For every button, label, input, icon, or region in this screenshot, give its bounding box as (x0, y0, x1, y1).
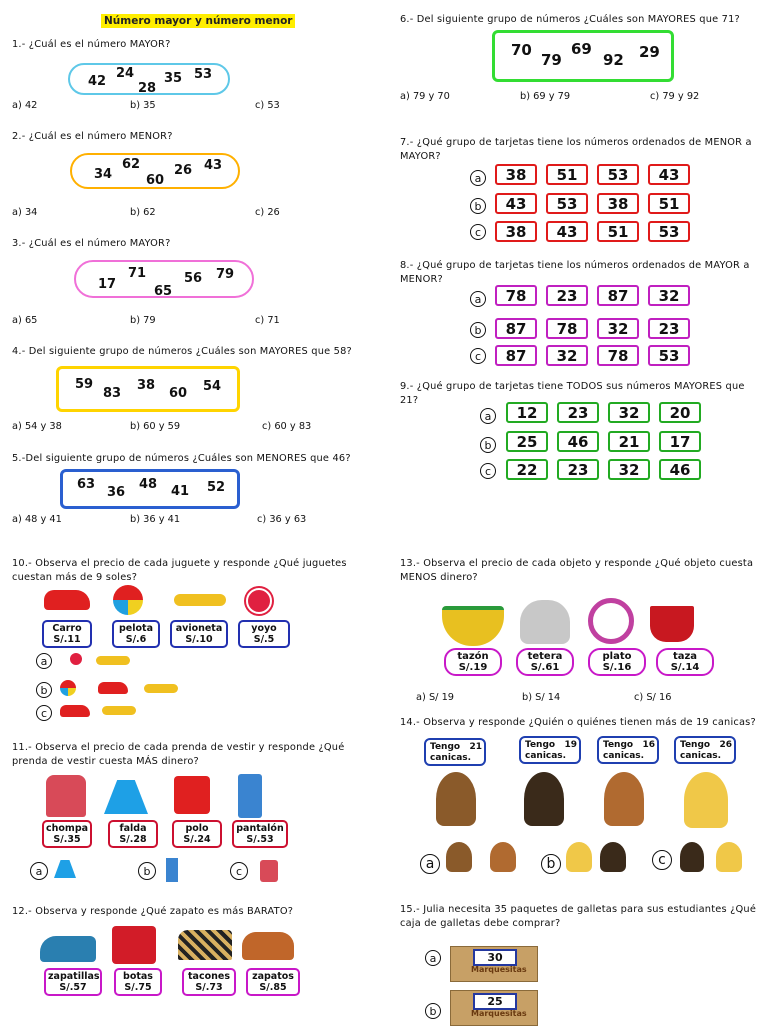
question-13-line1: 13.- Observa el precio de cada objeto y responde ¿Qué objeto cuesta (400, 558, 754, 569)
item-name: polo (185, 823, 209, 834)
number: 48 (139, 477, 158, 492)
item-price: S/.16 (602, 662, 632, 673)
sweater-icon (260, 860, 278, 882)
speech-bubble-3 (597, 736, 659, 764)
car-icon (44, 590, 90, 610)
price-tag-carro (42, 620, 92, 648)
option-b[interactable]: b) 36 y 41 (130, 514, 181, 525)
question-11 (12, 741, 344, 769)
teapot-icon (520, 600, 570, 644)
bowl-icon (442, 606, 504, 646)
item-price: S/.19 (458, 662, 488, 673)
card-row-a[interactable] (506, 402, 701, 423)
child-avatar (524, 772, 564, 826)
option-a[interactable]: a) 42 (12, 100, 38, 111)
option-c[interactable]: c) 79 y 92 (650, 91, 700, 102)
question-9-line1: 9.- ¿Qué grupo de tarjetas tiene TODOS sus números MAYORES que (400, 381, 745, 392)
number-card: 53 (648, 221, 690, 242)
option-a[interactable]: a (470, 170, 486, 186)
option-b[interactable]: b) 69 y 79 (520, 91, 571, 102)
question-12: 12.- Observa y responde ¿Qué zapato es más BARATO? (12, 906, 294, 917)
number-card: 32 (546, 345, 588, 366)
number: 26 (174, 163, 193, 178)
number-card: 78 (597, 345, 639, 366)
price-tag-polo (172, 820, 222, 848)
car-icon (60, 705, 90, 717)
sweater-icon (46, 775, 86, 817)
option-a[interactable]: a) 34 (12, 207, 38, 218)
option-a[interactable]: a) S/ 19 (416, 692, 455, 703)
item-price: S/.10 (185, 634, 213, 645)
item-name: plato (602, 651, 632, 662)
question-11-line2: prenda de vestir cuesta MÁS dinero? (12, 756, 199, 767)
number-card: 43 (495, 193, 537, 214)
speech-bubble-1 (424, 738, 486, 766)
item-price: S/.61 (530, 662, 560, 673)
question-15 (400, 903, 756, 931)
number: 79 (216, 267, 235, 282)
box-count: 30 (473, 949, 517, 966)
number-card: 32 (608, 402, 650, 423)
car-icon (98, 682, 128, 694)
number-card: 20 (659, 402, 701, 423)
child-avatar (490, 842, 516, 872)
number-banner-4 (56, 366, 240, 412)
question-3: 3.- ¿Cuál es el número MAYOR? (12, 238, 171, 249)
number-card: 25 (506, 431, 548, 452)
number-card: 23 (557, 402, 599, 423)
page-title: Número mayor y número menor (101, 14, 295, 28)
item-name: Carro (52, 623, 82, 634)
price-tag-plato (588, 648, 646, 676)
child-avatar (446, 842, 472, 872)
number: 56 (184, 271, 203, 286)
number-card: 22 (506, 459, 548, 480)
item-price: S/.6 (125, 634, 147, 645)
item-price: S/.35 (53, 834, 81, 845)
item-price: S/.14 (670, 662, 700, 673)
question-8 (400, 259, 750, 287)
option-c[interactable]: c) 71 (255, 315, 280, 326)
item-name: botas (123, 971, 153, 982)
question-11-line1: 11.- Observa el precio de cada prenda de vestir y responde ¿Qué (12, 742, 345, 753)
number: 71 (128, 266, 147, 281)
box-brand: Marquesitas (471, 965, 527, 974)
bubble-text: canicas. (680, 751, 722, 761)
card-row-b[interactable] (495, 193, 690, 214)
price-tag-zapatillas (44, 968, 102, 996)
yoyo-icon (246, 588, 272, 614)
option-a[interactable]: a (480, 408, 496, 424)
question-10 (12, 557, 347, 585)
tshirt-icon (174, 776, 210, 814)
option-c[interactable]: c) 26 (255, 207, 280, 218)
cookie-box-30 (450, 946, 538, 982)
question-15-line1: 15.- Julia necesita 35 paquetes de galletas para sus estudiantes ¿Qué (400, 904, 757, 915)
number: 92 (603, 51, 624, 69)
item-price: S/.57 (59, 982, 87, 993)
number-card: 12 (506, 402, 548, 423)
bubble-text: canicas. (603, 751, 645, 761)
bubble-text: Tengo (525, 740, 556, 750)
speech-bubble-4 (674, 736, 736, 764)
number: 53 (194, 67, 213, 82)
number-card: 51 (648, 193, 690, 214)
option-b[interactable]: b) 79 (130, 315, 156, 326)
bubble-number: 26 (719, 740, 733, 750)
number: 52 (207, 480, 226, 495)
number-card: 87 (597, 285, 639, 306)
heels-icon (178, 930, 232, 960)
option-c[interactable]: c) 53 (255, 100, 280, 111)
number-card: 51 (597, 221, 639, 242)
card-row-c[interactable] (495, 221, 690, 242)
sneaker-icon (40, 936, 96, 962)
number-card: 17 (659, 431, 701, 452)
number-card: 38 (597, 193, 639, 214)
speech-bubble-2 (519, 736, 581, 764)
price-tag-falda (108, 820, 158, 848)
card-row-c[interactable] (495, 345, 690, 366)
child-avatar (600, 842, 626, 872)
number: 70 (511, 41, 532, 59)
number-card: 43 (648, 164, 690, 185)
item-price: S/.11 (53, 634, 81, 645)
number-card: 53 (648, 345, 690, 366)
option-b[interactable]: b) 62 (130, 207, 156, 218)
child-avatar (566, 842, 592, 872)
question-7 (400, 136, 752, 164)
item-price: S/.28 (119, 834, 147, 845)
number: 36 (107, 485, 126, 500)
price-tag-taza (656, 648, 714, 676)
option-a[interactable]: a (425, 950, 441, 966)
option-c[interactable]: c) S/ 16 (634, 692, 672, 703)
number-cloud-3 (74, 260, 254, 298)
option-b[interactable]: b) 35 (130, 100, 156, 111)
question-5: 5.-Del siguiente grupo de números ¿Cuáles son MENORES que 46? (12, 453, 351, 464)
question-14: 14.- Observa y responde ¿Quién o quiénes tienen más de 19 canicas? (400, 717, 756, 728)
child-avatar (604, 772, 644, 826)
number-card: 21 (608, 431, 650, 452)
question-4: 4.- Del siguiente grupo de números ¿Cuáles son MAYORES que 58? (12, 346, 352, 357)
number-card: 53 (546, 193, 588, 214)
number: 65 (154, 284, 173, 299)
plate-icon (588, 598, 634, 644)
bubble-text: Tengo (680, 740, 711, 750)
child-avatar (436, 772, 476, 826)
price-tag-tetera (516, 648, 574, 676)
item-name: tacones (188, 971, 230, 982)
box-count: 25 (473, 993, 517, 1010)
bubble-number: 16 (642, 740, 656, 750)
number-card: 23 (546, 285, 588, 306)
number-cloud-1 (68, 63, 230, 95)
cup-icon (650, 606, 694, 642)
option-b[interactable]: b (425, 1003, 441, 1019)
airplane-icon (144, 684, 178, 693)
bubble-number: 21 (469, 742, 483, 752)
option-c[interactable]: c (470, 224, 486, 240)
option-a[interactable]: a (36, 653, 52, 669)
child-avatar (680, 842, 704, 872)
option-c[interactable]: c (480, 463, 496, 479)
airplane-icon (96, 656, 130, 665)
option-b[interactable]: b) 60 y 59 (130, 421, 181, 432)
number-card: 32 (597, 318, 639, 339)
yoyo-icon (70, 653, 82, 665)
option-b[interactable]: b (541, 854, 561, 874)
number: 17 (98, 277, 117, 292)
item-name: tazón (457, 651, 489, 662)
item-name: taza (672, 651, 698, 662)
option-c[interactable]: c) 60 y 83 (262, 421, 312, 432)
price-tag-zapatos (246, 968, 300, 996)
number-card: 78 (495, 285, 537, 306)
option-c[interactable]: c (36, 705, 52, 721)
number-card: 53 (597, 164, 639, 185)
number-card: 38 (495, 164, 537, 185)
item-name: avioneta (175, 623, 223, 634)
number-banner-6 (492, 30, 674, 82)
number-card: 38 (495, 221, 537, 242)
option-b[interactable]: b) S/ 14 (522, 692, 561, 703)
question-7-line2: MAYOR? (400, 151, 441, 162)
price-tag-botas (114, 968, 162, 996)
bubble-number: 19 (564, 740, 578, 750)
option-a[interactable]: a) 54 y 38 (12, 421, 62, 432)
skirt-icon (54, 860, 76, 878)
bubble-text: Tengo (603, 740, 634, 750)
number: 62 (122, 157, 141, 172)
question-13-line2: MENOS dinero? (400, 572, 478, 583)
price-tag-tacones (182, 968, 236, 996)
number-card: 51 (546, 164, 588, 185)
number: 29 (639, 43, 660, 61)
item-name: pelota (119, 623, 153, 634)
option-c[interactable]: c (230, 862, 248, 880)
item-name: tetera (527, 651, 563, 662)
number-card: 23 (648, 318, 690, 339)
cookie-box-25 (450, 990, 538, 1026)
question-10-line1: 10.- Observa el precio de cada juguete y responde ¿Qué juguetes (12, 558, 347, 569)
option-a[interactable]: a) 48 y 41 (12, 514, 62, 525)
number: 59 (75, 377, 94, 392)
option-a[interactable]: a (30, 862, 48, 880)
bubble-text: Tengo (430, 742, 461, 752)
option-a[interactable]: a) 65 (12, 315, 38, 326)
bubble-text: canicas. (525, 751, 567, 761)
number: 69 (571, 40, 592, 58)
number: 83 (103, 386, 122, 401)
airplane-icon (102, 706, 136, 715)
price-tag-pantalon (232, 820, 288, 848)
number-card: 46 (557, 431, 599, 452)
number-card: 43 (546, 221, 588, 242)
price-tag-tazon (444, 648, 502, 676)
ball-icon (60, 680, 76, 696)
pants-icon (166, 858, 178, 882)
question-1: 1.- ¿Cuál es el número MAYOR? (12, 39, 171, 50)
option-a[interactable]: a) 79 y 70 (400, 91, 450, 102)
skirt-icon (104, 780, 148, 814)
number-card: 32 (648, 285, 690, 306)
airplane-icon (174, 594, 226, 606)
bubble-text: canicas. (430, 753, 472, 763)
item-price: S/.5 (253, 634, 275, 645)
number-cloud-2 (70, 153, 240, 189)
option-c[interactable]: c (652, 850, 672, 870)
number: 63 (77, 477, 96, 492)
number: 28 (138, 81, 157, 96)
boots-icon (112, 926, 156, 964)
number: 54 (203, 379, 222, 394)
option-b[interactable]: b (470, 198, 486, 214)
item-name: zapatillas (48, 971, 100, 982)
number-card: 23 (557, 459, 599, 480)
option-a[interactable]: a (470, 291, 486, 307)
number-card: 46 (659, 459, 701, 480)
child-avatar (684, 772, 728, 828)
price-tag-chompa (42, 820, 92, 848)
number-card: 78 (546, 318, 588, 339)
item-price: S/.75 (124, 982, 152, 993)
option-b[interactable]: b (138, 862, 156, 880)
question-9-line2: 21? (400, 395, 419, 406)
ball-icon (113, 585, 143, 615)
number-card: 87 (495, 345, 537, 366)
price-tag-yoyo (238, 620, 290, 648)
question-7-line1: 7.- ¿Qué grupo de tarjetas tiene los números ordenados de MENOR a (400, 137, 752, 148)
card-row-b[interactable] (495, 318, 690, 339)
question-2: 2.- ¿Cuál es el número MENOR? (12, 131, 173, 142)
item-name: yoyo (251, 623, 277, 634)
card-row-a[interactable] (495, 164, 690, 185)
option-b[interactable]: b (470, 322, 486, 338)
number: 35 (164, 71, 183, 86)
child-avatar (716, 842, 742, 872)
option-b[interactable]: b (480, 437, 496, 453)
item-price: S/.53 (246, 834, 274, 845)
price-tag-avioneta (170, 620, 228, 648)
number-card: 32 (608, 459, 650, 480)
number-banner-5 (60, 469, 240, 509)
number: 34 (94, 167, 113, 182)
number: 60 (169, 386, 188, 401)
pants-icon (238, 774, 262, 818)
item-name: zapatos (252, 971, 294, 982)
option-c[interactable]: c (470, 348, 486, 364)
question-13 (400, 557, 753, 585)
question-15-line2: caja de galletas debe comprar? (400, 918, 561, 929)
option-c[interactable]: c) 36 y 63 (257, 514, 307, 525)
question-6: 6.- Del siguiente grupo de números ¿Cuáles son MAYORES que 71? (400, 14, 740, 25)
box-brand: Marquesitas (471, 1009, 527, 1018)
item-price: S/.85 (259, 982, 287, 993)
question-8-line1: 8.- ¿Qué grupo de tarjetas tiene los números ordenados de MAYOR a (400, 260, 750, 271)
question-8-line2: MENOR? (400, 274, 443, 285)
number: 38 (137, 378, 156, 393)
number: 24 (116, 66, 135, 81)
option-b[interactable]: b (36, 682, 52, 698)
card-row-a[interactable] (495, 285, 690, 306)
card-row-c[interactable] (506, 459, 701, 480)
price-tag-pelota (112, 620, 160, 648)
item-name: pantalón (236, 823, 284, 834)
option-a[interactable]: a (420, 854, 440, 874)
number: 60 (146, 173, 165, 188)
number: 43 (204, 158, 223, 173)
item-name: falda (119, 823, 147, 834)
card-row-b[interactable] (506, 431, 701, 452)
shoes-icon (242, 932, 294, 960)
item-price: S/.24 (183, 834, 211, 845)
item-name: chompa (46, 823, 89, 834)
item-price: S/.73 (195, 982, 223, 993)
number: 79 (541, 51, 562, 69)
number: 41 (171, 484, 190, 499)
question-10-line2: cuestan más de 9 soles? (12, 572, 138, 583)
number-card: 87 (495, 318, 537, 339)
number: 42 (88, 74, 107, 89)
